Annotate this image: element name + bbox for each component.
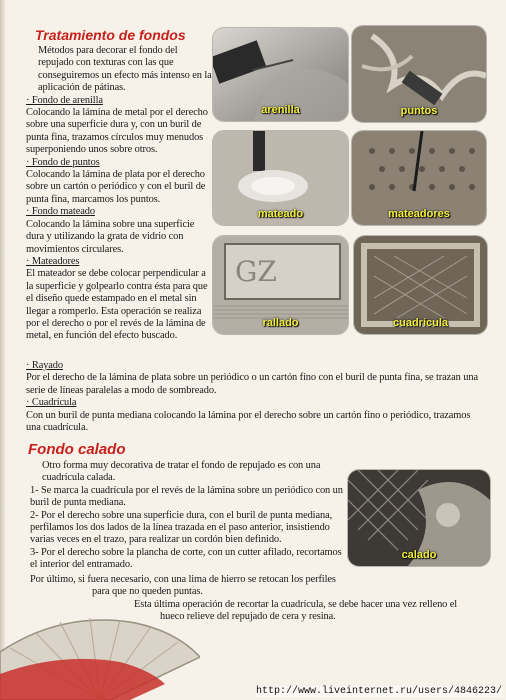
photo-arenilla: [213, 28, 348, 121]
photo-calado: [348, 470, 490, 566]
heading-mateadores: · Mateadores: [26, 255, 80, 267]
text-cuadricula: Con un buril de punta mediana colocando la lámina por el derecho sobre un cartón fino o periódico, trazamos una cuadrícula.: [26, 409, 471, 434]
calado-step-2: 2- Por el derecho sobre una superficie dura, con el buril de punta mediana, perfilamos los dos lados de la línea trazada en el paso anterior, insistiendo varias veces en el trazo, para realizar un cordón bien definido.: [30, 509, 333, 546]
photo-rallado: [213, 236, 348, 334]
text-puntos: Colocando la lámina de plata por el derecho sobre un cartón o periódico y con el buril de punta fina, marcamos los puntos.: [26, 169, 206, 205]
text-mateado: Colocando la lámina sobre una superficie dura y utilizando la grata de vidrio con movimientos circulares.: [26, 218, 195, 255]
section-title-calado: Fondo calado: [28, 441, 126, 458]
caption-cuadricula: cuadrícula: [392, 317, 449, 329]
rallado-engraving-letters: GZ: [235, 255, 277, 288]
watermark-url: http://www.liveinternet.ru/users/4846223/: [255, 686, 502, 697]
text-column-rayado: [26, 360, 484, 434]
caption-mateado: mateado: [257, 208, 304, 220]
intro-text: Métodos para decorar el fondo del repujado con texturas con las que conseguiremos un efecto más intenso en la aplicación de pátinas.: [38, 45, 212, 94]
photo-mateado: [213, 131, 348, 225]
caption-arenilla: arenilla: [261, 104, 300, 116]
ultimo-line-4: hueco relieve del repujado de cera y resina.: [160, 611, 336, 623]
caption-puntos: puntos: [400, 105, 438, 117]
caption-calado: calado: [401, 549, 437, 561]
text-arenilla: Colocando la lámina de metal por el derecho sobre una superficie dura y, con un buril de punta fina, trazamos círculos muy menudos superponiendo unos sobre otros.: [26, 107, 208, 156]
text-rayado: Por el derecho de la lámina de plata sobre un periódico o un cartón fino con el buril de punta fina, se trazan una serie de líneas paralelas a modo de sombreado.: [26, 372, 478, 396]
photo-puntos: [352, 26, 486, 122]
heading-rayado: · Rayado: [26, 360, 63, 371]
page-edge: [0, 0, 5, 700]
text-mateadores: El mateador se debe colocar perpendicular a la superficie y golpearlo contra ésta para que el diseño quede estampado en el metal sin llegar a romperlo. Esta operación se realiza por el derecho o por el revés de la lámina de metal, en función del efecto buscado.: [26, 268, 208, 342]
calado-intro: Otro forma muy decorativa de tratar el fondo de repujado es con una cuadrícula calada.: [42, 460, 321, 484]
heading-mateado: · Fondo mateado: [26, 206, 95, 218]
ultimo-line-2: para que no queden puntas.: [92, 586, 203, 598]
section-title-tratamiento: Tratamiento de fondos: [35, 27, 186, 43]
photo-mateadores: [352, 131, 486, 225]
ultimo-line-3: Esta última operación de recortar la cuadrícula, se debe hacer una vez relleno el: [134, 598, 458, 610]
heading-arenilla: · Fondo de arenilla: [26, 94, 103, 106]
decorative-fan-icon: [0, 612, 200, 700]
calado-step-3: 3- Por el derecho sobre la plancha de corte, con un cutter afilado, recortamos el interior del entramado.: [30, 546, 342, 571]
photo-cuadricula: [354, 236, 487, 334]
heading-puntos: · Fondo de puntos: [26, 156, 100, 168]
calado-step-1: 1- Se marca la cuadrícula por el revés de la lámina sobre un periódico con un buril de punta mediana.: [30, 484, 343, 509]
caption-mateadores: mateadores: [388, 208, 450, 220]
caption-rallado: rallado: [262, 317, 299, 329]
text-column-calado: [30, 460, 348, 572]
heading-cuadricula: · Cuadrícula: [26, 397, 77, 409]
text-column-tratamiento: [26, 45, 214, 343]
ultimo-line-1: Por último, si fuera necesario, con una lima de hierro se retocan los perfiles: [30, 574, 336, 585]
